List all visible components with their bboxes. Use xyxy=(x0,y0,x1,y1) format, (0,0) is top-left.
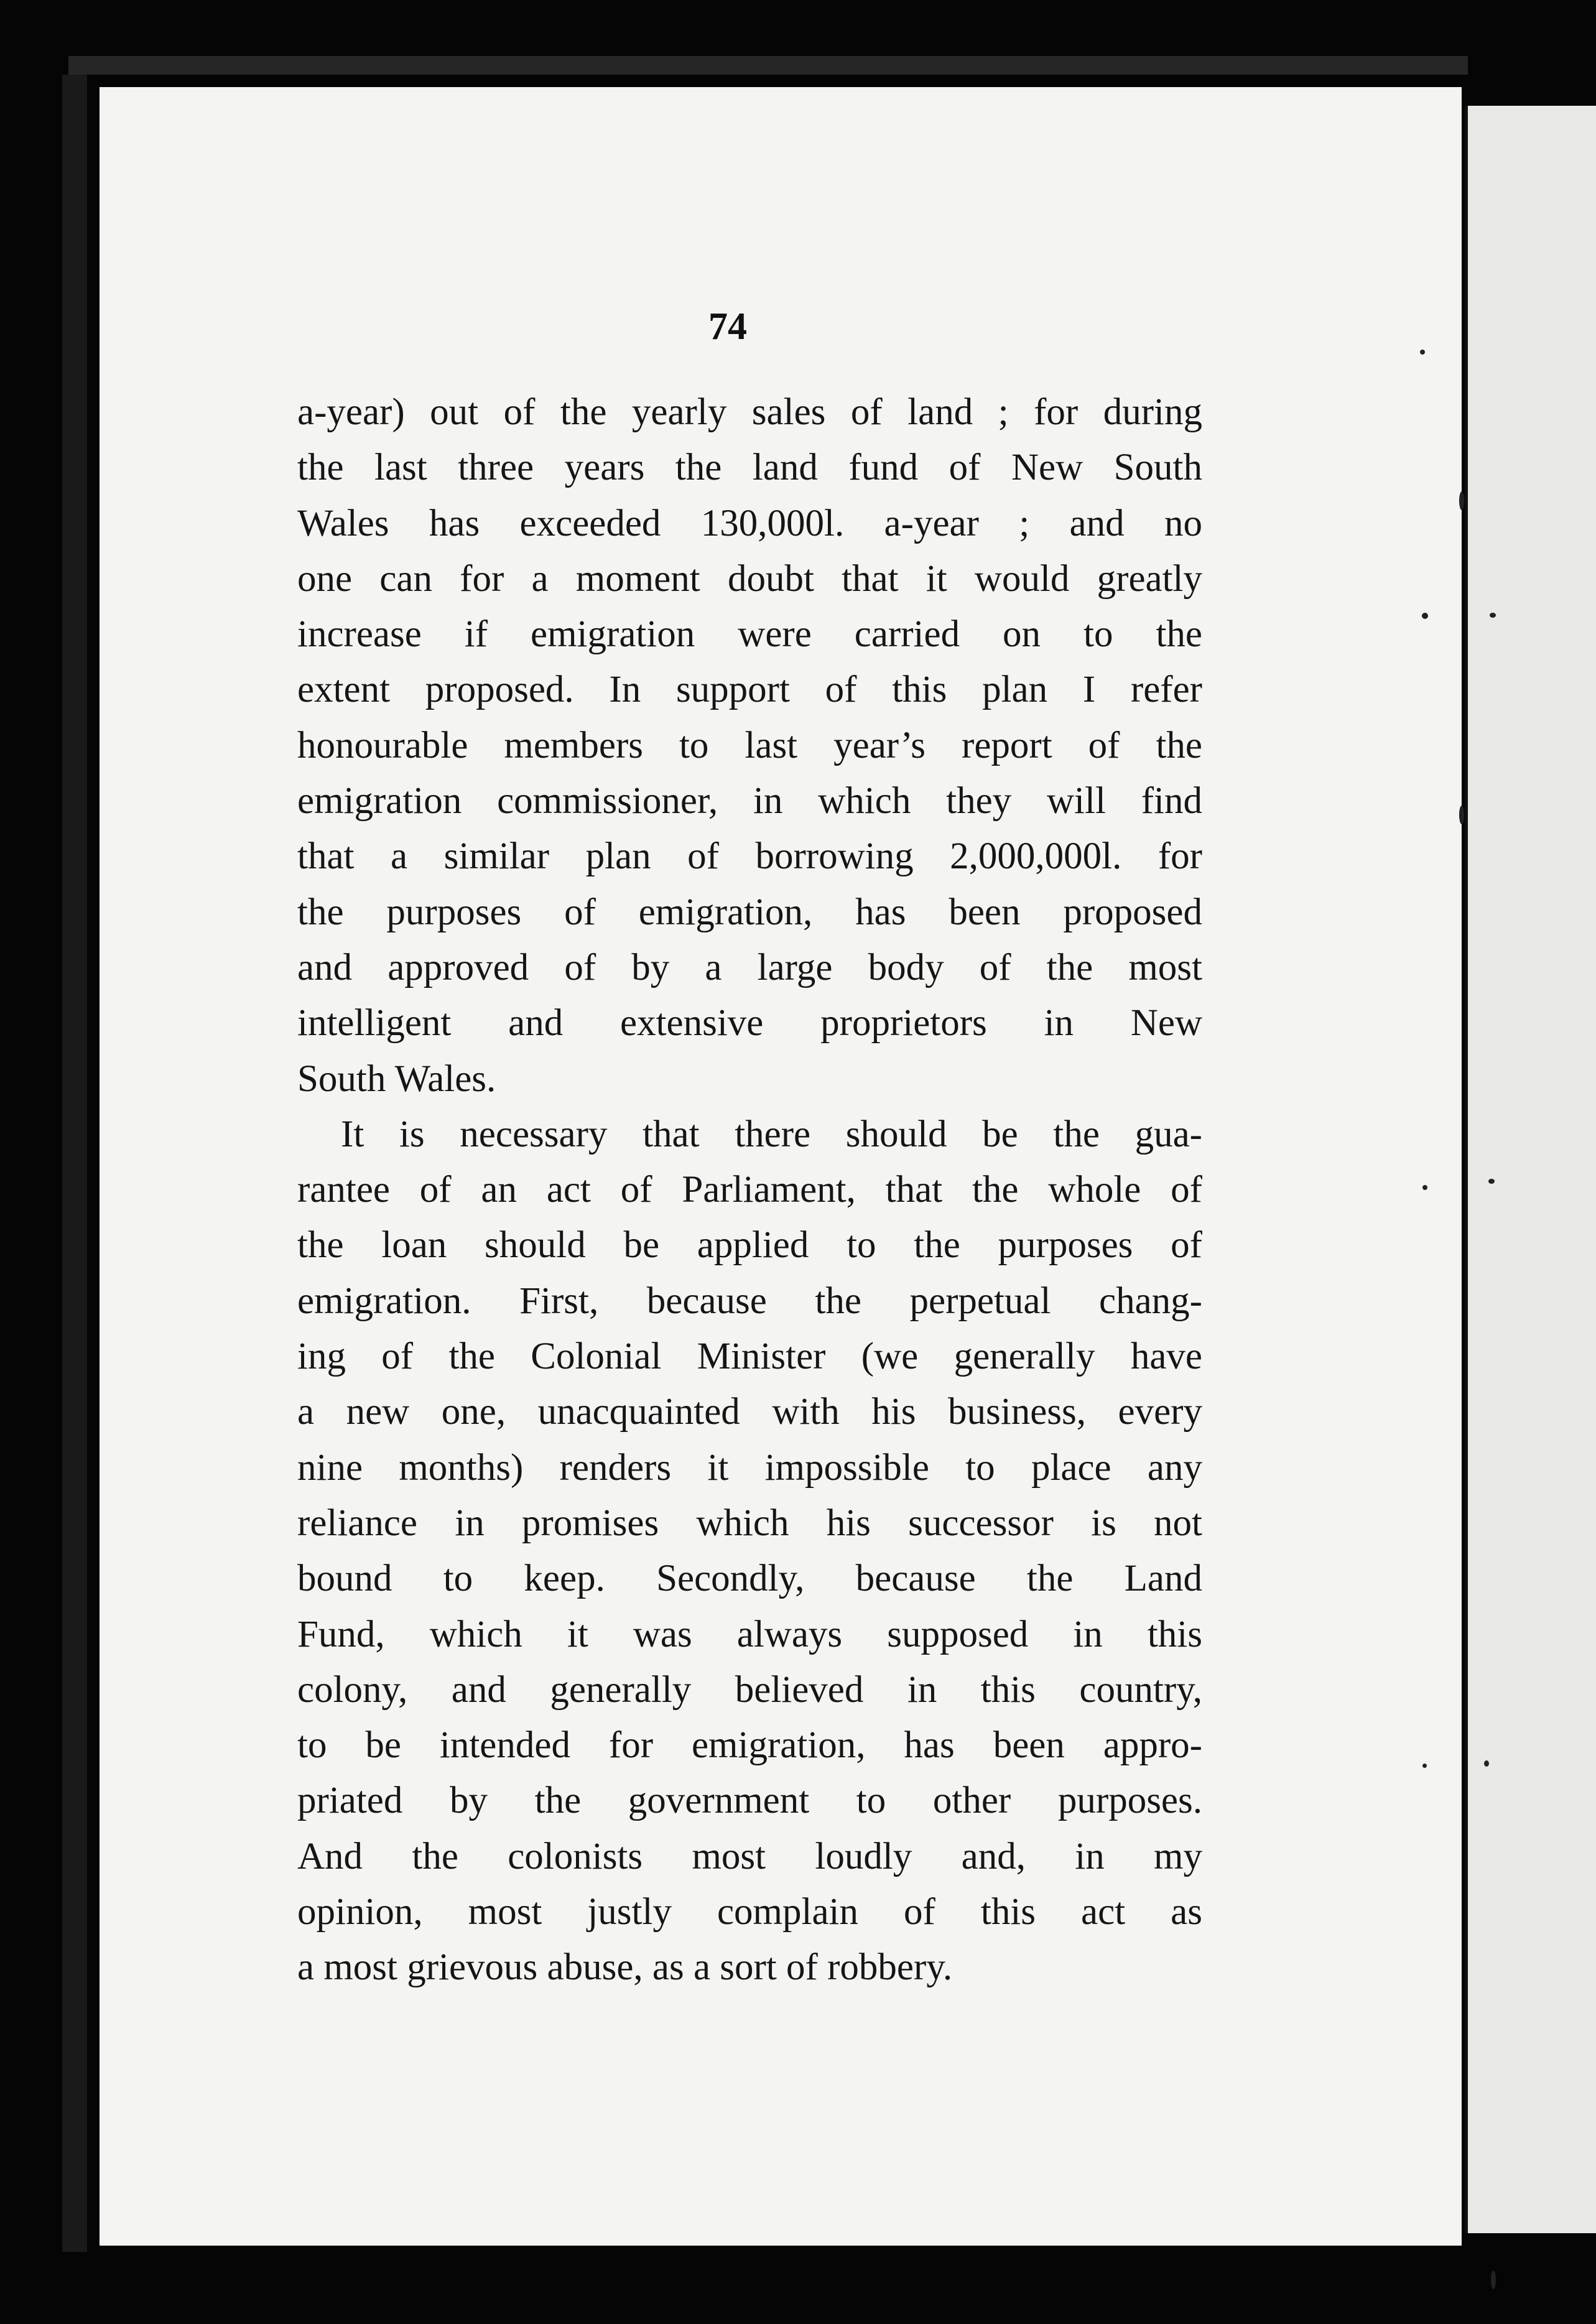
text-line: ing of the Colonial Minister (we generally have xyxy=(297,1336,1202,1378)
text-line: nine months) renders it impossible to place any xyxy=(297,1446,1202,1489)
text-line: emigration. First, because the perpetual chang- xyxy=(297,1280,1202,1322)
text-line: the purposes of emigration, has been proposed xyxy=(297,891,1202,933)
text-line: Fund, which it was always supposed in this xyxy=(297,1613,1202,1655)
text-line: a-year) out of the yearly sales of land ; for during xyxy=(297,391,1202,433)
scan-left-edge xyxy=(62,75,87,2252)
text-line: a new one, unacquainted with his business, every xyxy=(297,1391,1202,1433)
text-line: the last three years the land fund of New South xyxy=(297,447,1202,489)
text-line: increase if emigration were carried on to the xyxy=(297,613,1202,656)
text-line: honourable members to last year’s report of the xyxy=(297,724,1202,766)
text-line: and approved of by a large body of the most xyxy=(297,946,1202,988)
text-line: that a similar plan of borrowing 2,000,000l. for xyxy=(297,835,1202,878)
page-number: 74 xyxy=(708,305,747,348)
text-line: And the colonists most loudly and, in my xyxy=(297,1835,1202,1877)
text-line: the loan should be applied to the purposes of xyxy=(297,1224,1202,1267)
text-line: colony, and generally believed in this country, xyxy=(297,1668,1202,1711)
text-line: emigration commissioner, in which they will find xyxy=(297,780,1202,822)
text-line: reliance in promises which his successor is not xyxy=(297,1502,1202,1544)
text-line: bound to keep. Secondly, because the Land xyxy=(297,1558,1202,1600)
text-line: rantee of an act of Parliament, that the whole of xyxy=(297,1169,1202,1211)
text-line: priated by the government to other purposes. xyxy=(297,1780,1202,1822)
text-line: extent proposed. In support of this plan I refer xyxy=(297,669,1202,711)
scan-top-edge xyxy=(68,56,1468,75)
text-line: intelligent and extensive proprietors in New xyxy=(297,1002,1202,1044)
body-text xyxy=(297,384,1202,1996)
text-line: It is necessary that there should be the gua- xyxy=(341,1113,1202,1155)
text-line: to be intended for emigration, has been appro- xyxy=(297,1724,1202,1767)
adjacent-page-edge xyxy=(1465,106,1596,2233)
text-line: South Wales. xyxy=(297,1057,496,1100)
text-line: opinion, most justly complain of this act as xyxy=(297,1891,1202,1933)
text-line: one can for a moment doubt that it would greatly xyxy=(297,557,1202,600)
text-line: a most grievous abuse, as a sort of robbery. xyxy=(297,1946,953,1989)
text-line: Wales has exceeded 130,000l. a-year ; and no xyxy=(297,502,1202,544)
